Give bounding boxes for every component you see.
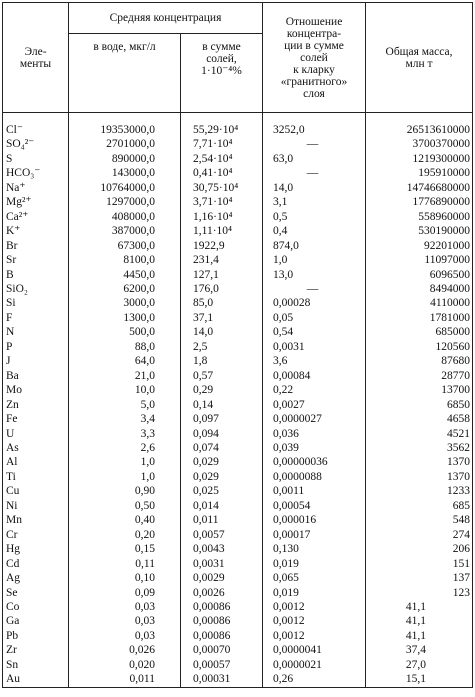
- water-concentration-cell: 2701000,0: [69, 137, 181, 151]
- element-cell: S: [3, 152, 69, 166]
- element-cell: Cr: [3, 528, 69, 542]
- water-concentration-cell: 2,6: [69, 441, 181, 455]
- ratio-cell: 0,000016: [263, 513, 366, 527]
- salts-concentration-cell: 0,0029: [181, 571, 263, 585]
- element-cell: Cd: [3, 557, 69, 571]
- element-cell: HCO₃⁻: [3, 166, 69, 180]
- water-concentration-cell: 21,0: [69, 369, 181, 383]
- element-cell: Si: [3, 296, 69, 310]
- salts-concentration-cell: 1,8: [181, 354, 263, 368]
- ratio-cell: 0,26: [263, 672, 366, 687]
- table-row: [3, 441, 473, 455]
- salts-concentration-cell: 0,025: [181, 484, 263, 498]
- ratio-cell: 0,036: [263, 427, 366, 441]
- ratio-cell: 874,0: [263, 239, 366, 253]
- mass-cell: 530190000: [366, 224, 473, 238]
- element-cell: F: [3, 311, 69, 325]
- water-concentration-cell: 0,11: [69, 557, 181, 571]
- water-concentration-cell: 1,0: [69, 455, 181, 469]
- mass-cell: 1219300000: [366, 152, 473, 166]
- mass-cell: 8494000: [366, 282, 473, 296]
- water-concentration-cell: 143000,0: [69, 166, 181, 180]
- ratio-cell: 0,0012: [263, 629, 366, 643]
- element-cell: U: [3, 427, 69, 441]
- mass-cell: 1370: [366, 455, 473, 469]
- salts-concentration-cell: 0,0031: [181, 557, 263, 571]
- element-cell: Ni: [3, 499, 69, 513]
- salts-concentration-cell: 55,29·10⁴: [181, 113, 263, 138]
- table-row: [3, 499, 473, 513]
- mass-cell: 206: [366, 542, 473, 556]
- element-cell: Sr: [3, 253, 69, 267]
- element-cell: Ba: [3, 369, 69, 383]
- water-concentration-cell: 0,90: [69, 484, 181, 498]
- table-row: [3, 113, 473, 138]
- header-mass: Общая масса, млн т: [366, 3, 473, 113]
- element-cell: Cl⁻: [3, 113, 69, 138]
- ratio-cell: 0,0000041: [263, 643, 366, 657]
- ratio-cell: 63,0: [263, 152, 366, 166]
- ratio-cell: 0,22: [263, 383, 366, 397]
- ratio-cell: 14,0: [263, 181, 366, 195]
- salts-concentration-cell: 0,094: [181, 427, 263, 441]
- water-concentration-cell: 10,0: [69, 383, 181, 397]
- ratio-cell: 0,0000088: [263, 470, 366, 484]
- element-cell: Zn: [3, 398, 69, 412]
- table-row: [3, 398, 473, 412]
- ratio-cell: 3252,0: [263, 113, 366, 138]
- table-row: [3, 282, 473, 296]
- table-row: [3, 513, 473, 527]
- ratio-cell: 0,130: [263, 542, 366, 556]
- table-row: [3, 311, 473, 325]
- mass-cell: 41,1: [366, 629, 473, 643]
- header-in-water: в воде, мкг/л: [69, 34, 181, 113]
- ratio-cell: —: [263, 166, 366, 180]
- salts-concentration-cell: 0,00031: [181, 672, 263, 687]
- salts-concentration-cell: 0,029: [181, 470, 263, 484]
- element-cell: Ga: [3, 614, 69, 628]
- mass-cell: 28770: [366, 369, 473, 383]
- header-in-salts: в сумме солей, 1·10⁻⁴%: [181, 34, 263, 113]
- salts-concentration-cell: 1,16·10⁴: [181, 210, 263, 224]
- salts-concentration-cell: 0,011: [181, 513, 263, 527]
- water-concentration-cell: 10764000,0: [69, 181, 181, 195]
- salts-concentration-cell: 0,014: [181, 499, 263, 513]
- seawater-elements-table: [2, 2, 473, 688]
- salts-concentration-cell: 127,1: [181, 268, 263, 282]
- table-row: [3, 166, 473, 180]
- mass-cell: 41,1: [366, 614, 473, 628]
- ratio-cell: 13,0: [263, 268, 366, 282]
- salts-concentration-cell: 2,54·10⁴: [181, 152, 263, 166]
- table-row: [3, 672, 473, 687]
- ratio-cell: 0,4: [263, 224, 366, 238]
- mass-cell: 548: [366, 513, 473, 527]
- element-cell: Sn: [3, 658, 69, 672]
- water-concentration-cell: 19353000,0: [69, 113, 181, 138]
- mass-cell: 6096500: [366, 268, 473, 282]
- salts-concentration-cell: 0,074: [181, 441, 263, 455]
- table-row: [3, 542, 473, 556]
- table-row: [3, 614, 473, 628]
- salts-concentration-cell: 0,029: [181, 455, 263, 469]
- element-cell: Br: [3, 239, 69, 253]
- water-concentration-cell: 0,50: [69, 499, 181, 513]
- header-ratio: Отношение концентра- ции в сумме солей к кларку «гранитного» слоя: [263, 3, 366, 113]
- table-row: [3, 210, 473, 224]
- water-concentration-cell: 0,03: [69, 600, 181, 614]
- mass-cell: 27,0: [366, 658, 473, 672]
- element-cell: P: [3, 340, 69, 354]
- ratio-cell: 0,00054: [263, 499, 366, 513]
- ratio-cell: 0,0031: [263, 340, 366, 354]
- header-elements: Эле- менты: [3, 3, 69, 113]
- table-row: [3, 268, 473, 282]
- element-cell: N: [3, 325, 69, 339]
- water-concentration-cell: 8100,0: [69, 253, 181, 267]
- element-cell: Co: [3, 600, 69, 614]
- table-row: [3, 557, 473, 571]
- element-cell: Ag: [3, 571, 69, 585]
- table-row: [3, 253, 473, 267]
- salts-concentration-cell: 1922,9: [181, 239, 263, 253]
- salts-concentration-cell: 0,0026: [181, 586, 263, 600]
- ratio-cell: 0,5: [263, 210, 366, 224]
- table-row: [3, 152, 473, 166]
- mass-cell: 3562: [366, 441, 473, 455]
- ratio-cell: —: [263, 137, 366, 151]
- salts-concentration-cell: 85,0: [181, 296, 263, 310]
- salts-concentration-cell: 0,41·10⁴: [181, 166, 263, 180]
- ratio-cell: 0,0000021: [263, 658, 366, 672]
- salts-concentration-cell: 1,11·10⁴: [181, 224, 263, 238]
- element-cell: Na⁺: [3, 181, 69, 195]
- mass-cell: 11097000: [366, 253, 473, 267]
- table-row: [3, 383, 473, 397]
- element-cell: K⁺: [3, 224, 69, 238]
- salts-concentration-cell: 37,1: [181, 311, 263, 325]
- mass-cell: 6850: [366, 398, 473, 412]
- ratio-cell: 0,0000027: [263, 412, 366, 426]
- water-concentration-cell: 1300,0: [69, 311, 181, 325]
- water-concentration-cell: 408000,0: [69, 210, 181, 224]
- table-row: [3, 571, 473, 585]
- table-row: [3, 369, 473, 383]
- element-cell: Cu: [3, 484, 69, 498]
- salts-concentration-cell: 0,14: [181, 398, 263, 412]
- table-row: [3, 137, 473, 151]
- water-concentration-cell: 0,10: [69, 571, 181, 585]
- table-row: [3, 412, 473, 426]
- ratio-cell: —: [263, 282, 366, 296]
- water-concentration-cell: 88,0: [69, 340, 181, 354]
- ratio-cell: 0,019: [263, 557, 366, 571]
- water-concentration-cell: 0,20: [69, 528, 181, 542]
- table-row: [3, 325, 473, 339]
- salts-concentration-cell: 0,097: [181, 412, 263, 426]
- table-row: [3, 354, 473, 368]
- header-concentration: Средняя концентрация: [69, 3, 263, 34]
- water-concentration-cell: 0,15: [69, 542, 181, 556]
- mass-cell: 558960000: [366, 210, 473, 224]
- ratio-cell: 0,05: [263, 311, 366, 325]
- mass-cell: 123: [366, 586, 473, 600]
- ratio-cell: 3,6: [263, 354, 366, 368]
- water-concentration-cell: 3000,0: [69, 296, 181, 310]
- table-row: [3, 455, 473, 469]
- table-row: [3, 658, 473, 672]
- mass-cell: 14746680000: [366, 181, 473, 195]
- element-cell: Mo: [3, 383, 69, 397]
- table-header: [3, 3, 473, 113]
- ratio-cell: 0,0027: [263, 398, 366, 412]
- table-body: [3, 113, 473, 688]
- salts-concentration-cell: 0,0043: [181, 542, 263, 556]
- ratio-cell: 0,00017: [263, 528, 366, 542]
- water-concentration-cell: 3,4: [69, 412, 181, 426]
- water-concentration-cell: 67300,0: [69, 239, 181, 253]
- ratio-cell: 0,54: [263, 325, 366, 339]
- element-cell: J: [3, 354, 69, 368]
- element-cell: SiO₂: [3, 282, 69, 296]
- mass-cell: 1776890000: [366, 195, 473, 209]
- mass-cell: 26513610000: [366, 113, 473, 138]
- salts-concentration-cell: 7,71·10⁴: [181, 137, 263, 151]
- element-cell: Ca²⁺: [3, 210, 69, 224]
- mass-cell: 41,1: [366, 600, 473, 614]
- ratio-cell: 3,1: [263, 195, 366, 209]
- salts-concentration-cell: 231,4: [181, 253, 263, 267]
- water-concentration-cell: 0,03: [69, 614, 181, 628]
- salts-concentration-cell: 0,00086: [181, 614, 263, 628]
- table-row: [3, 600, 473, 614]
- ratio-cell: 0,065: [263, 571, 366, 585]
- mass-cell: 4110000: [366, 296, 473, 310]
- salts-concentration-cell: 30,75·10⁴: [181, 181, 263, 195]
- element-cell: Ti: [3, 470, 69, 484]
- table-row: [3, 470, 473, 484]
- mass-cell: 4521: [366, 427, 473, 441]
- ratio-cell: 0,00000036: [263, 455, 366, 469]
- water-concentration-cell: 0,026: [69, 643, 181, 657]
- mass-cell: 195910000: [366, 166, 473, 180]
- table-row: [3, 427, 473, 441]
- mass-cell: 87680: [366, 354, 473, 368]
- mass-cell: 37,4: [366, 643, 473, 657]
- mass-cell: 4658: [366, 412, 473, 426]
- ratio-cell: 1,0: [263, 253, 366, 267]
- element-cell: B: [3, 268, 69, 282]
- salts-concentration-cell: 2,5: [181, 340, 263, 354]
- water-concentration-cell: 4450,0: [69, 268, 181, 282]
- water-concentration-cell: 0,03: [69, 629, 181, 643]
- water-concentration-cell: 64,0: [69, 354, 181, 368]
- water-concentration-cell: 890000,0: [69, 152, 181, 166]
- element-cell: Hg: [3, 542, 69, 556]
- salts-concentration-cell: 0,00086: [181, 600, 263, 614]
- water-concentration-cell: 500,0: [69, 325, 181, 339]
- mass-cell: 151: [366, 557, 473, 571]
- salts-concentration-cell: 14,0: [181, 325, 263, 339]
- mass-cell: 137: [366, 571, 473, 585]
- water-concentration-cell: 0,40: [69, 513, 181, 527]
- table-row: [3, 195, 473, 209]
- water-concentration-cell: 0,020: [69, 658, 181, 672]
- ratio-cell: 0,0011: [263, 484, 366, 498]
- element-cell: Mg²⁺: [3, 195, 69, 209]
- element-cell: Se: [3, 586, 69, 600]
- salts-concentration-cell: 3,71·10⁴: [181, 195, 263, 209]
- mass-cell: 120560: [366, 340, 473, 354]
- salts-concentration-cell: 0,00086: [181, 629, 263, 643]
- element-cell: SO₄²⁻: [3, 137, 69, 151]
- mass-cell: 15,1: [366, 672, 473, 687]
- element-cell: Fe: [3, 412, 69, 426]
- salts-concentration-cell: 0,00057: [181, 658, 263, 672]
- water-concentration-cell: 5,0: [69, 398, 181, 412]
- table-row: [3, 296, 473, 310]
- salts-concentration-cell: 0,57: [181, 369, 263, 383]
- table-row: [3, 224, 473, 238]
- water-concentration-cell: 3,3: [69, 427, 181, 441]
- mass-cell: 92201000: [366, 239, 473, 253]
- table-row: [3, 629, 473, 643]
- ratio-cell: 0,0012: [263, 600, 366, 614]
- mass-cell: 3700370000: [366, 137, 473, 151]
- water-concentration-cell: 0,011: [69, 672, 181, 687]
- water-concentration-cell: 0,09: [69, 586, 181, 600]
- salts-concentration-cell: 176,0: [181, 282, 263, 296]
- table-row: [3, 181, 473, 195]
- table-row: [3, 484, 473, 498]
- salts-concentration-cell: 0,00070: [181, 643, 263, 657]
- element-cell: Pb: [3, 629, 69, 643]
- table-row: [3, 239, 473, 253]
- table-row: [3, 586, 473, 600]
- element-cell: As: [3, 441, 69, 455]
- element-cell: Zr: [3, 643, 69, 657]
- ratio-cell: 0,00084: [263, 369, 366, 383]
- mass-cell: 1370: [366, 470, 473, 484]
- table-row: [3, 340, 473, 354]
- salts-concentration-cell: 0,29: [181, 383, 263, 397]
- ratio-cell: 0,019: [263, 586, 366, 600]
- mass-cell: 274: [366, 528, 473, 542]
- element-cell: Mn: [3, 513, 69, 527]
- mass-cell: 13700: [366, 383, 473, 397]
- water-concentration-cell: 1297000,0: [69, 195, 181, 209]
- ratio-cell: 0,00028: [263, 296, 366, 310]
- element-cell: Al: [3, 455, 69, 469]
- mass-cell: 1781000: [366, 311, 473, 325]
- ratio-cell: 0,0012: [263, 614, 366, 628]
- water-concentration-cell: 6200,0: [69, 282, 181, 296]
- table-row: [3, 528, 473, 542]
- salts-concentration-cell: 0,0057: [181, 528, 263, 542]
- table-row: [3, 643, 473, 657]
- water-concentration-cell: 387000,0: [69, 224, 181, 238]
- water-concentration-cell: 1,0: [69, 470, 181, 484]
- mass-cell: 1233: [366, 484, 473, 498]
- element-cell: Au: [3, 672, 69, 687]
- mass-cell: 685: [366, 499, 473, 513]
- ratio-cell: 0,039: [263, 441, 366, 455]
- mass-cell: 685000: [366, 325, 473, 339]
